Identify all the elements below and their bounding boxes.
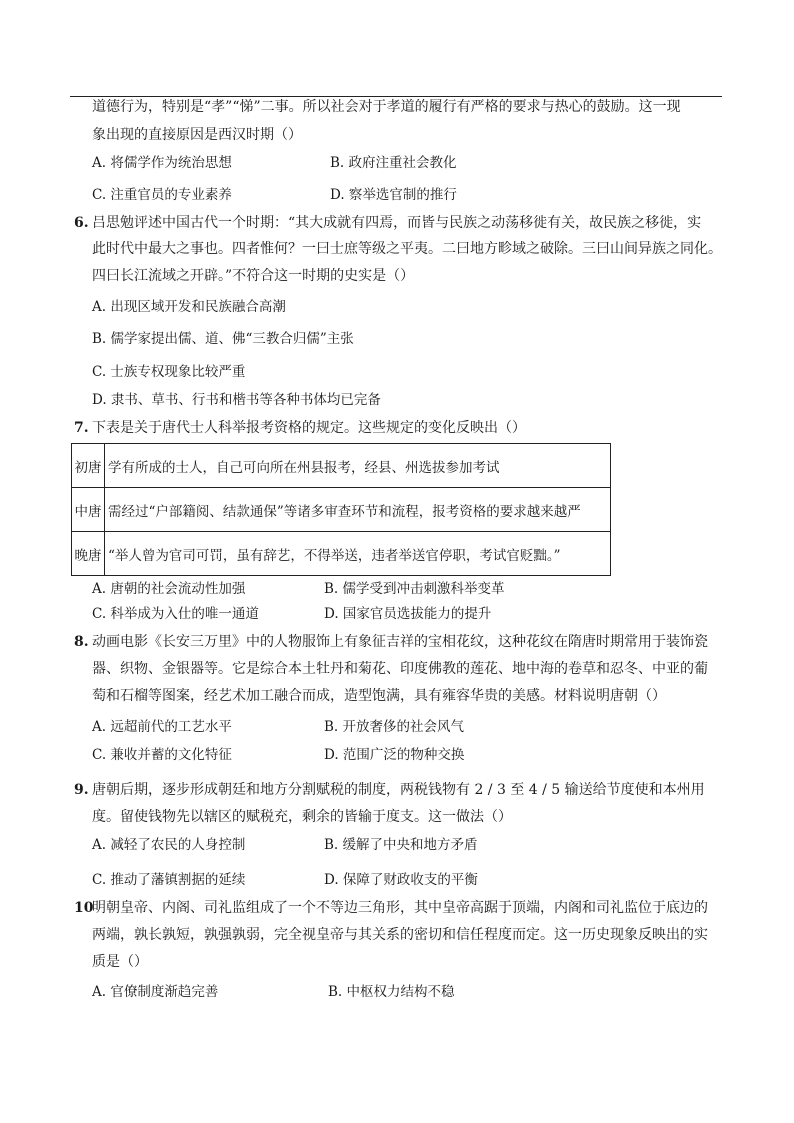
era-cell: 初唐	[72, 444, 105, 488]
q5-option-c: C. 注重官员的专业素养	[92, 187, 232, 203]
era-cell: 晚唐	[72, 532, 105, 576]
q6-text-line: 此时代中最大之事也。四者惟何？一曰士庶等级之平夷。二曰地方畛域之破除。三曰山间异族之同化。	[92, 241, 722, 257]
q9-option-b: B. 缓解了中央和地方矛盾	[324, 837, 478, 853]
eligibility-table	[71, 443, 611, 576]
q6-option-d: D. 隶书、草书、行书和楷书等各种书体均已完备	[92, 392, 381, 408]
q8-text-line: 萄和石榴等图案，经艺术加工融合而成，造型饱满，具有雍容华贵的美感。材料说明唐朝（）	[92, 688, 666, 704]
q6-option-a: A. 出现区域开发和民族融合高潮	[92, 299, 286, 315]
q10-number: 10	[74, 900, 94, 916]
q5-option-a: A. 将儒学作为统治思想	[92, 155, 232, 171]
q10-option-a: A. 官僚制度渐趋完善	[92, 984, 219, 1000]
description-cell: 需经过“户部籍阅、结款通保”等诸多审查环节和流程，报考资格的要求越来越严	[105, 488, 611, 532]
q8-text-line: 动画电影《长安三万里》中的人物服饰上有象征吉祥的宝相花纹，这种花纹在隋唐时期常用于装饰瓷	[92, 634, 708, 650]
q10-text-line: 质是（）	[92, 954, 148, 970]
q8-option-a: A. 远超前代的工艺水平	[92, 719, 232, 735]
q7-text-line: 下表是关于唐代士人科举报考资格的规定。这些规定的变化反映出（）	[92, 420, 526, 436]
era-cell: 中唐	[72, 488, 105, 532]
q5-text-line: 象出现的直接原因是西汉时期（）	[92, 127, 302, 143]
q10-text-line: 明朝皇帝、内阁、司礼监组成了一个不等边三角形，其中皇帝高踞于顶端，内阁和司礼监位于底边的	[92, 900, 708, 916]
q7-option-c: C. 科举成为入仕的唯一通道	[92, 606, 259, 622]
description-cell: 学有所成的士人，自己可向所在州县报考，经县、州选拔参加考试	[105, 444, 611, 488]
q9-text-line: 唐朝后期，逐步形成朝廷和地方分割赋税的制度，两税钱物有 2 / 3 至 4 / 5 输送给节度使和本州用	[92, 782, 705, 798]
q8-option-c: C. 兼收并蓄的文化特征	[92, 747, 232, 763]
q9-text-line: 度。留使钱物先以辖区的赋税充，剩余的皆输于度支。这一做法（）	[92, 809, 512, 825]
top-rule	[70, 96, 722, 97]
q9-option-c: C. 推动了藩镇割据的延续	[92, 872, 246, 888]
q5-option-b: B. 政府注重社会教化	[330, 155, 457, 171]
q5-text-line: 道德行为，特别是“孝”“悌”二事。所以社会对于孝道的履行有严格的要求与热心的鼓励。这一现	[92, 99, 681, 115]
q6-option-c: C. 士族专权现象比较严重	[92, 364, 246, 380]
q5-option-d: D. 察举选官制的推行	[330, 187, 457, 203]
q8-option-b: B. 开放奢侈的社会风气	[324, 719, 465, 735]
q6-option-b: B. 儒学家提出儒、道、佛“三教合归儒”主张	[92, 331, 354, 347]
q8-option-d: D. 范围广泛的物种交换	[324, 747, 465, 763]
q8-number: 8.	[74, 634, 89, 650]
q10-option-b: B. 中枢权力结构不稳	[328, 984, 455, 1000]
table-row	[72, 444, 611, 488]
q8-text-line: 器、织物、金银器等。它是综合本土牡丹和菊花、印度佛教的莲花、地中海的卷草和忍冬、中亚的葡	[92, 661, 708, 677]
table-row	[72, 488, 611, 532]
q9-option-a: A. 减轻了农民的人身控制	[92, 837, 246, 853]
q6-text-line: 四曰长江流域之开辟。”不符合这一时期的史实是（）	[92, 268, 415, 284]
description-cell: “举人曾为官司可罚，虽有辞艺，不得举送，违者举送官停职，考试官贬黜。”	[105, 532, 611, 576]
q9-option-d: D. 保障了财政收支的平衡	[324, 872, 478, 888]
q7-option-d: D. 国家官员选拔能力的提升	[324, 606, 492, 622]
q6-text-line: 吕思勉评述中国古代一个时期：“其大成就有四焉，而皆与民族之动荡移徙有关，故民族之移徙，实	[92, 215, 702, 231]
q10-text-line: 两端，孰长孰短，孰强孰弱，完全视皇帝与其关系的密切和信任程度而定。这一历史现象反映出的实	[92, 927, 708, 943]
q7-number: 7.	[74, 420, 89, 436]
q7-option-b: B. 儒学受到冲击刺激科举变革	[324, 581, 505, 597]
q6-number: 6.	[74, 215, 89, 231]
q7-option-a: A. 唐朝的社会流动性加强	[92, 581, 246, 597]
table-row	[72, 532, 611, 576]
q9-number: 9.	[74, 782, 89, 798]
